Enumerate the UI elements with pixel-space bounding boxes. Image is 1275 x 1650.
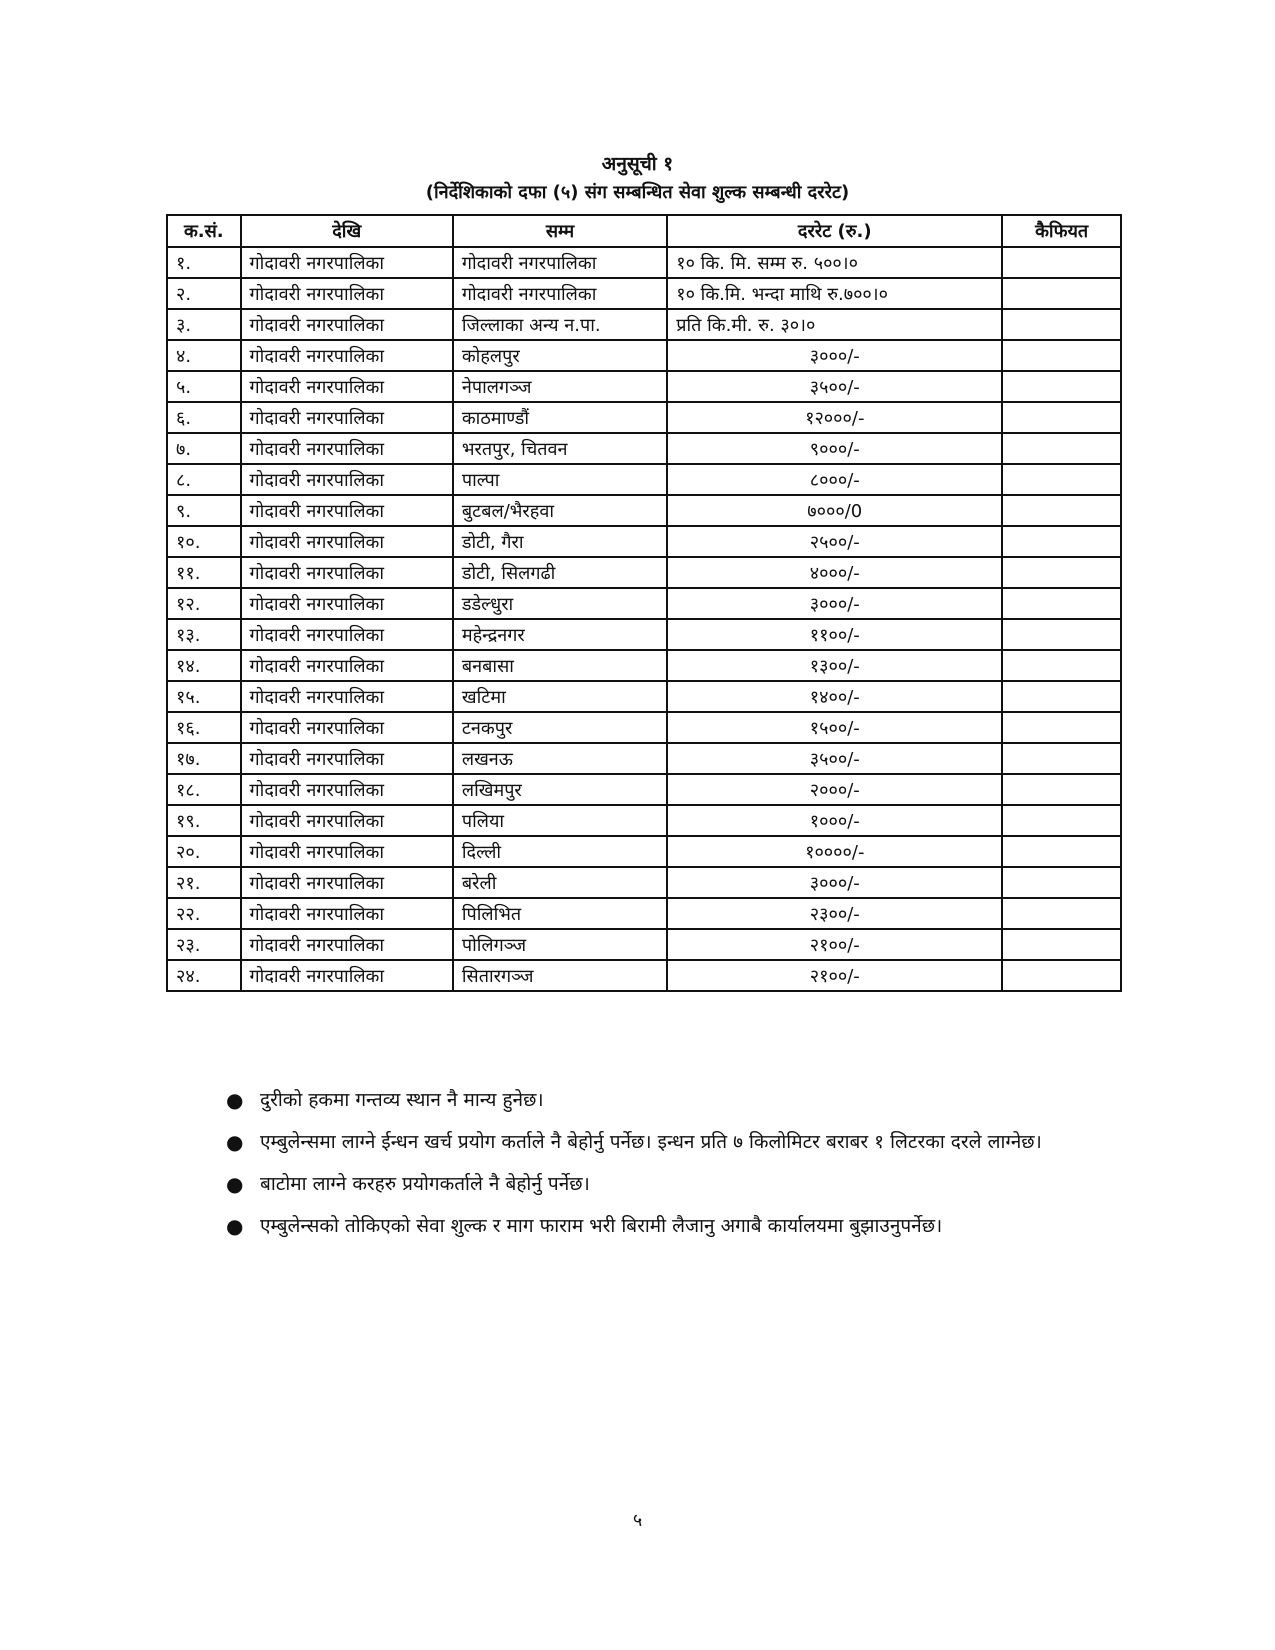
from-cell: गोदावरी नगरपालिका [241, 371, 453, 402]
serial-cell: ११. [167, 557, 241, 588]
remarks-cell [1002, 836, 1121, 867]
serial-cell: १५. [167, 681, 241, 712]
remarks-cell [1002, 681, 1121, 712]
rate-cell: ४०००/- [667, 557, 1002, 588]
serial-cell: १७. [167, 743, 241, 774]
rate-cell: ३०००/- [667, 867, 1002, 898]
serial-cell: ३. [167, 309, 241, 340]
table-row [167, 929, 1121, 960]
rate-table [166, 214, 1122, 992]
serial-cell: १४. [167, 650, 241, 681]
from-cell: गोदावरी नगरपालिका [241, 557, 453, 588]
remarks-cell [1002, 619, 1121, 650]
rate-cell: ११००/- [667, 619, 1002, 650]
from-cell: गोदावरी नगरपालिका [241, 960, 453, 991]
rate-cell: १२०००/- [667, 402, 1002, 433]
rate-cell: १० कि. मि. सम्म रु. ५००।० [667, 247, 1002, 278]
serial-cell: ४. [167, 340, 241, 371]
table-row [167, 309, 1121, 340]
from-cell: गोदावरी नगरपालिका [241, 588, 453, 619]
remarks-cell [1002, 464, 1121, 495]
table-row [167, 433, 1121, 464]
to-cell: खटिमा [453, 681, 667, 712]
bullet-icon: ● [226, 1130, 244, 1154]
serial-cell: १२. [167, 588, 241, 619]
to-cell: डोटी, गैरा [453, 526, 667, 557]
remarks-cell [1002, 712, 1121, 743]
remarks-cell [1002, 588, 1121, 619]
table-row [167, 712, 1121, 743]
rate-cell: २५००/- [667, 526, 1002, 557]
from-cell: गोदावरी नगरपालिका [241, 526, 453, 557]
notes-list [210, 1080, 1120, 1248]
from-cell: गोदावरी नगरपालिका [241, 309, 453, 340]
from-cell: गोदावरी नगरपालिका [241, 464, 453, 495]
from-cell: गोदावरी नगरपालिका [241, 650, 453, 681]
rate-cell: २३००/- [667, 898, 1002, 929]
serial-cell: ७. [167, 433, 241, 464]
from-cell: गोदावरी नगरपालिका [241, 898, 453, 929]
table-row [167, 340, 1121, 371]
table-row [167, 681, 1121, 712]
header-rate: दररेट (रु.) [667, 215, 1002, 247]
rate-cell: ३०००/- [667, 340, 1002, 371]
to-cell: नेपालगञ्ज [453, 371, 667, 402]
remarks-cell [1002, 774, 1121, 805]
note-item [210, 1080, 1120, 1120]
note-text: एम्बुलेन्सको तोकिएको सेवा शुल्क र माग फाराम भरी बिरामी लैजानु अगाबै कार्यालयमा बुझाउनुपर्नेछ। [260, 1215, 943, 1237]
to-cell: टनकपुर [453, 712, 667, 743]
serial-cell: २३. [167, 929, 241, 960]
table-row [167, 247, 1121, 278]
table-row [167, 371, 1121, 402]
header-from: देखि [241, 215, 453, 247]
header-to: सम्म [453, 215, 667, 247]
serial-cell: ९. [167, 495, 241, 526]
to-cell: पाल्पा [453, 464, 667, 495]
from-cell: गोदावरी नगरपालिका [241, 681, 453, 712]
rate-cell: ९०००/- [667, 433, 1002, 464]
to-cell: भरतपुर, चितवन [453, 433, 667, 464]
remarks-cell [1002, 960, 1121, 991]
from-cell: गोदावरी नगरपालिका [241, 836, 453, 867]
table-row [167, 867, 1121, 898]
rate-cell: ३५००/- [667, 371, 1002, 402]
from-cell: गोदावरी नगरपालिका [241, 278, 453, 309]
serial-cell: २४. [167, 960, 241, 991]
to-cell: लखनऊ [453, 743, 667, 774]
remarks-cell [1002, 929, 1121, 960]
serial-cell: २२. [167, 898, 241, 929]
serial-cell: १३. [167, 619, 241, 650]
table-body [167, 247, 1121, 991]
rate-cell: १४००/- [667, 681, 1002, 712]
remarks-cell [1002, 402, 1121, 433]
remarks-cell [1002, 867, 1121, 898]
rate-cell: १५००/- [667, 712, 1002, 743]
table-row [167, 526, 1121, 557]
serial-cell: ५. [167, 371, 241, 402]
rate-cell: ३५००/- [667, 743, 1002, 774]
from-cell: गोदावरी नगरपालिका [241, 774, 453, 805]
from-cell: गोदावरी नगरपालिका [241, 867, 453, 898]
to-cell: जिल्लाका अन्य न.पा. [453, 309, 667, 340]
to-cell: पिलिभित [453, 898, 667, 929]
table-row [167, 557, 1121, 588]
from-cell: गोदावरी नगरपालिका [241, 712, 453, 743]
remarks-cell [1002, 743, 1121, 774]
serial-cell: २१. [167, 867, 241, 898]
table-row [167, 774, 1121, 805]
rate-cell: २१००/- [667, 960, 1002, 991]
to-cell: डोटी, सिलगढी [453, 557, 667, 588]
to-cell: पोलिगञ्ज [453, 929, 667, 960]
serial-cell: ८. [167, 464, 241, 495]
bullet-icon: ● [226, 1214, 244, 1238]
from-cell: गोदावरी नगरपालिका [241, 247, 453, 278]
note-item [210, 1164, 1120, 1204]
remarks-cell [1002, 340, 1121, 371]
to-cell: गोदावरी नगरपालिका [453, 278, 667, 309]
bullet-icon: ● [226, 1172, 244, 1196]
table-row [167, 464, 1121, 495]
table-row [167, 495, 1121, 526]
rate-cell: १३००/- [667, 650, 1002, 681]
from-cell: गोदावरी नगरपालिका [241, 402, 453, 433]
to-cell: सितारगञ्ज [453, 960, 667, 991]
table-row [167, 619, 1121, 650]
rate-cell: ७०००/0 [667, 495, 1002, 526]
remarks-cell [1002, 278, 1121, 309]
rate-cell: ३०००/- [667, 588, 1002, 619]
serial-cell: २. [167, 278, 241, 309]
rate-cell: २०००/- [667, 774, 1002, 805]
from-cell: गोदावरी नगरपालिका [241, 929, 453, 960]
remarks-cell [1002, 650, 1121, 681]
rate-cell: ८०००/- [667, 464, 1002, 495]
from-cell: गोदावरी नगरपालिका [241, 433, 453, 464]
serial-cell: १०. [167, 526, 241, 557]
rate-cell: २१००/- [667, 929, 1002, 960]
to-cell: लखिमपुर [453, 774, 667, 805]
annex-heading: अनुसूची १ [601, 153, 674, 175]
table-row [167, 650, 1121, 681]
rate-cell: १० कि.मि. भन्दा माथि रु.७००।० [667, 278, 1002, 309]
to-cell: पलिया [453, 805, 667, 836]
from-cell: गोदावरी नगरपालिका [241, 340, 453, 371]
to-cell: डडेल्धुरा [453, 588, 667, 619]
serial-cell: २०. [167, 836, 241, 867]
remarks-cell [1002, 526, 1121, 557]
to-cell: बरेली [453, 867, 667, 898]
note-text: बाटोमा लाग्ने करहरु प्रयोगकर्ताले नै बेहोर्नु पर्नेछ। [260, 1173, 590, 1195]
table-row [167, 402, 1121, 433]
to-cell: कोहलपुर [453, 340, 667, 371]
remarks-cell [1002, 557, 1121, 588]
table-row [167, 278, 1121, 309]
note-text: दुरीको हकमा गन्तव्य स्थान नै मान्य हुनेछ। [260, 1089, 544, 1111]
remarks-cell [1002, 309, 1121, 340]
remarks-cell [1002, 898, 1121, 929]
from-cell: गोदावरी नगरपालिका [241, 619, 453, 650]
from-cell: गोदावरी नगरपालिका [241, 805, 453, 836]
table-row [167, 743, 1121, 774]
remarks-cell [1002, 371, 1121, 402]
page-number: ५ [632, 1510, 643, 1531]
to-cell: बनबासा [453, 650, 667, 681]
serial-cell: १८. [167, 774, 241, 805]
to-cell: बुटबल/भैरहवा [453, 495, 667, 526]
table-row [167, 805, 1121, 836]
serial-cell: ६. [167, 402, 241, 433]
note-item [210, 1122, 1120, 1162]
serial-cell: १९. [167, 805, 241, 836]
from-cell: गोदावरी नगरपालिका [241, 743, 453, 774]
rate-cell: १०००/- [667, 805, 1002, 836]
table-row [167, 898, 1121, 929]
to-cell: काठमाण्डौं [453, 402, 667, 433]
header-remarks: कैफियत [1002, 215, 1121, 247]
note-item [210, 1206, 1120, 1246]
to-cell: महेन्द्रनगर [453, 619, 667, 650]
remarks-cell [1002, 495, 1121, 526]
rate-cell: १००००/- [667, 836, 1002, 867]
header-serial: क.सं. [167, 215, 241, 247]
table-row [167, 960, 1121, 991]
serial-cell: १. [167, 247, 241, 278]
bullet-icon: ● [226, 1088, 244, 1112]
remarks-cell [1002, 433, 1121, 464]
rate-cell: प्रति कि.मी. रु. ३०।० [667, 309, 1002, 340]
table-row [167, 588, 1121, 619]
to-cell: दिल्ली [453, 836, 667, 867]
remarks-cell [1002, 247, 1121, 278]
table-row [167, 836, 1121, 867]
note-text: एम्बुलेन्समा लाग्ने ईन्धन खर्च प्रयोग कर्ताले नै बेहोर्नु पर्नेछ। इन्धन प्रति ७ किलोमिटर बराबर १ लिटरका दरले लाग्नेछ। [260, 1131, 1042, 1153]
annex-subheading: (निर्देशिकाको दफा (५) संग सम्बन्धित सेवा शुल्क सम्बन्धी दररेट) [425, 182, 850, 203]
table-header-row [167, 215, 1121, 247]
from-cell: गोदावरी नगरपालिका [241, 495, 453, 526]
to-cell: गोदावरी नगरपालिका [453, 247, 667, 278]
remarks-cell [1002, 805, 1121, 836]
serial-cell: १६. [167, 712, 241, 743]
